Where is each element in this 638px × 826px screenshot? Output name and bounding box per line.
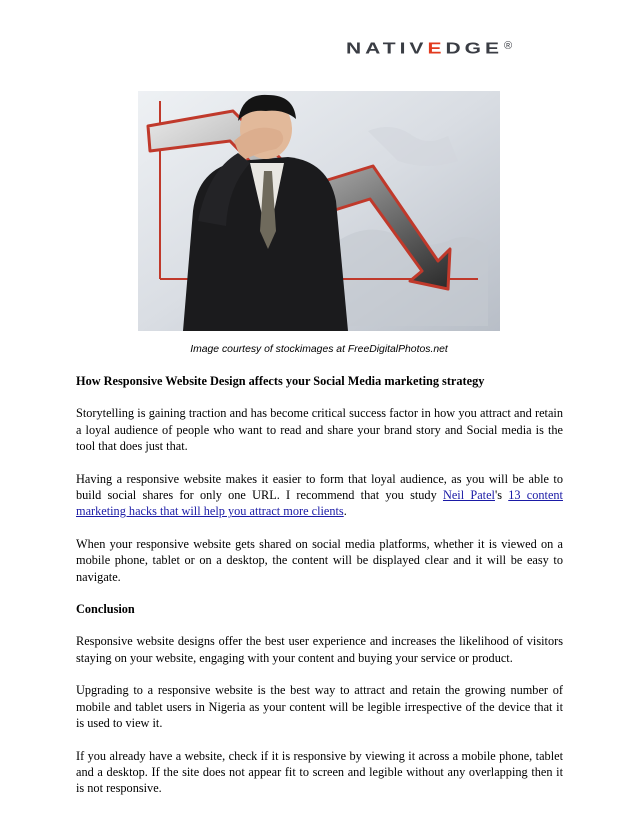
paragraph-5: Upgrading to a responsive website is the best way to attract and retain the growing number of mobile and tablet users in Nigeria as your content will be legible irrespective of the device that it is used to view it. bbox=[76, 683, 563, 731]
nativedge-logo bbox=[346, 40, 512, 64]
paragraph-2-text-start: Having a responsive website makes it easier to form that loyal audience, as you will be able to build social shares for only one URL. I recommend that you study bbox=[76, 471, 563, 503]
neil-patel-link[interactable]: Neil Patel bbox=[442, 488, 495, 503]
conclusion-heading: Conclusion bbox=[76, 602, 135, 617]
paragraph-6: If you already have a website, check if it is responsive by viewing it across a mobile phone, tablet and a desktop. If the site does not appear fit to screen and legible without any overlapping then it is not responsive. bbox=[76, 748, 563, 796]
paragraph-3: When your responsive website gets shared on social media platforms, whether it is viewed on a mobile phone, tablet or on a desktop, the content will be displayed clear and it will be easy to navigate. bbox=[76, 536, 563, 584]
content-marketing-hacks-link[interactable]: 13 content marketing hacks that will help you attract more clients bbox=[76, 488, 563, 519]
paragraph-2-text-end: . bbox=[343, 504, 347, 519]
registered-mark: ® bbox=[503, 40, 513, 52]
article-heading: How Responsive Website Design affects your Social Media marketing strategy bbox=[76, 374, 485, 388]
paragraph-2-text-mid: 's bbox=[494, 488, 509, 503]
paragraph-1: Storytelling is gaining traction and has become critical success factor in how you attract and retain a loyal audience of people who want to read and share your brand story and Social media is the tool that does just that. bbox=[76, 406, 563, 454]
logo-wordmark: NATIVEDGE bbox=[346, 40, 503, 58]
article-body bbox=[76, 373, 563, 813]
paragraph-2 bbox=[76, 471, 563, 520]
article-image bbox=[138, 91, 500, 331]
businessman-declining-chart-photo bbox=[138, 91, 500, 331]
image-caption: Image courtesy of stockimages at FreeDigitalPhotos.net bbox=[190, 344, 448, 355]
paragraph-4: Responsive website designs offer the best user experience and increases the likelihood of visitors staying on your website, engaging with your content and buying your service or product. bbox=[76, 634, 563, 665]
